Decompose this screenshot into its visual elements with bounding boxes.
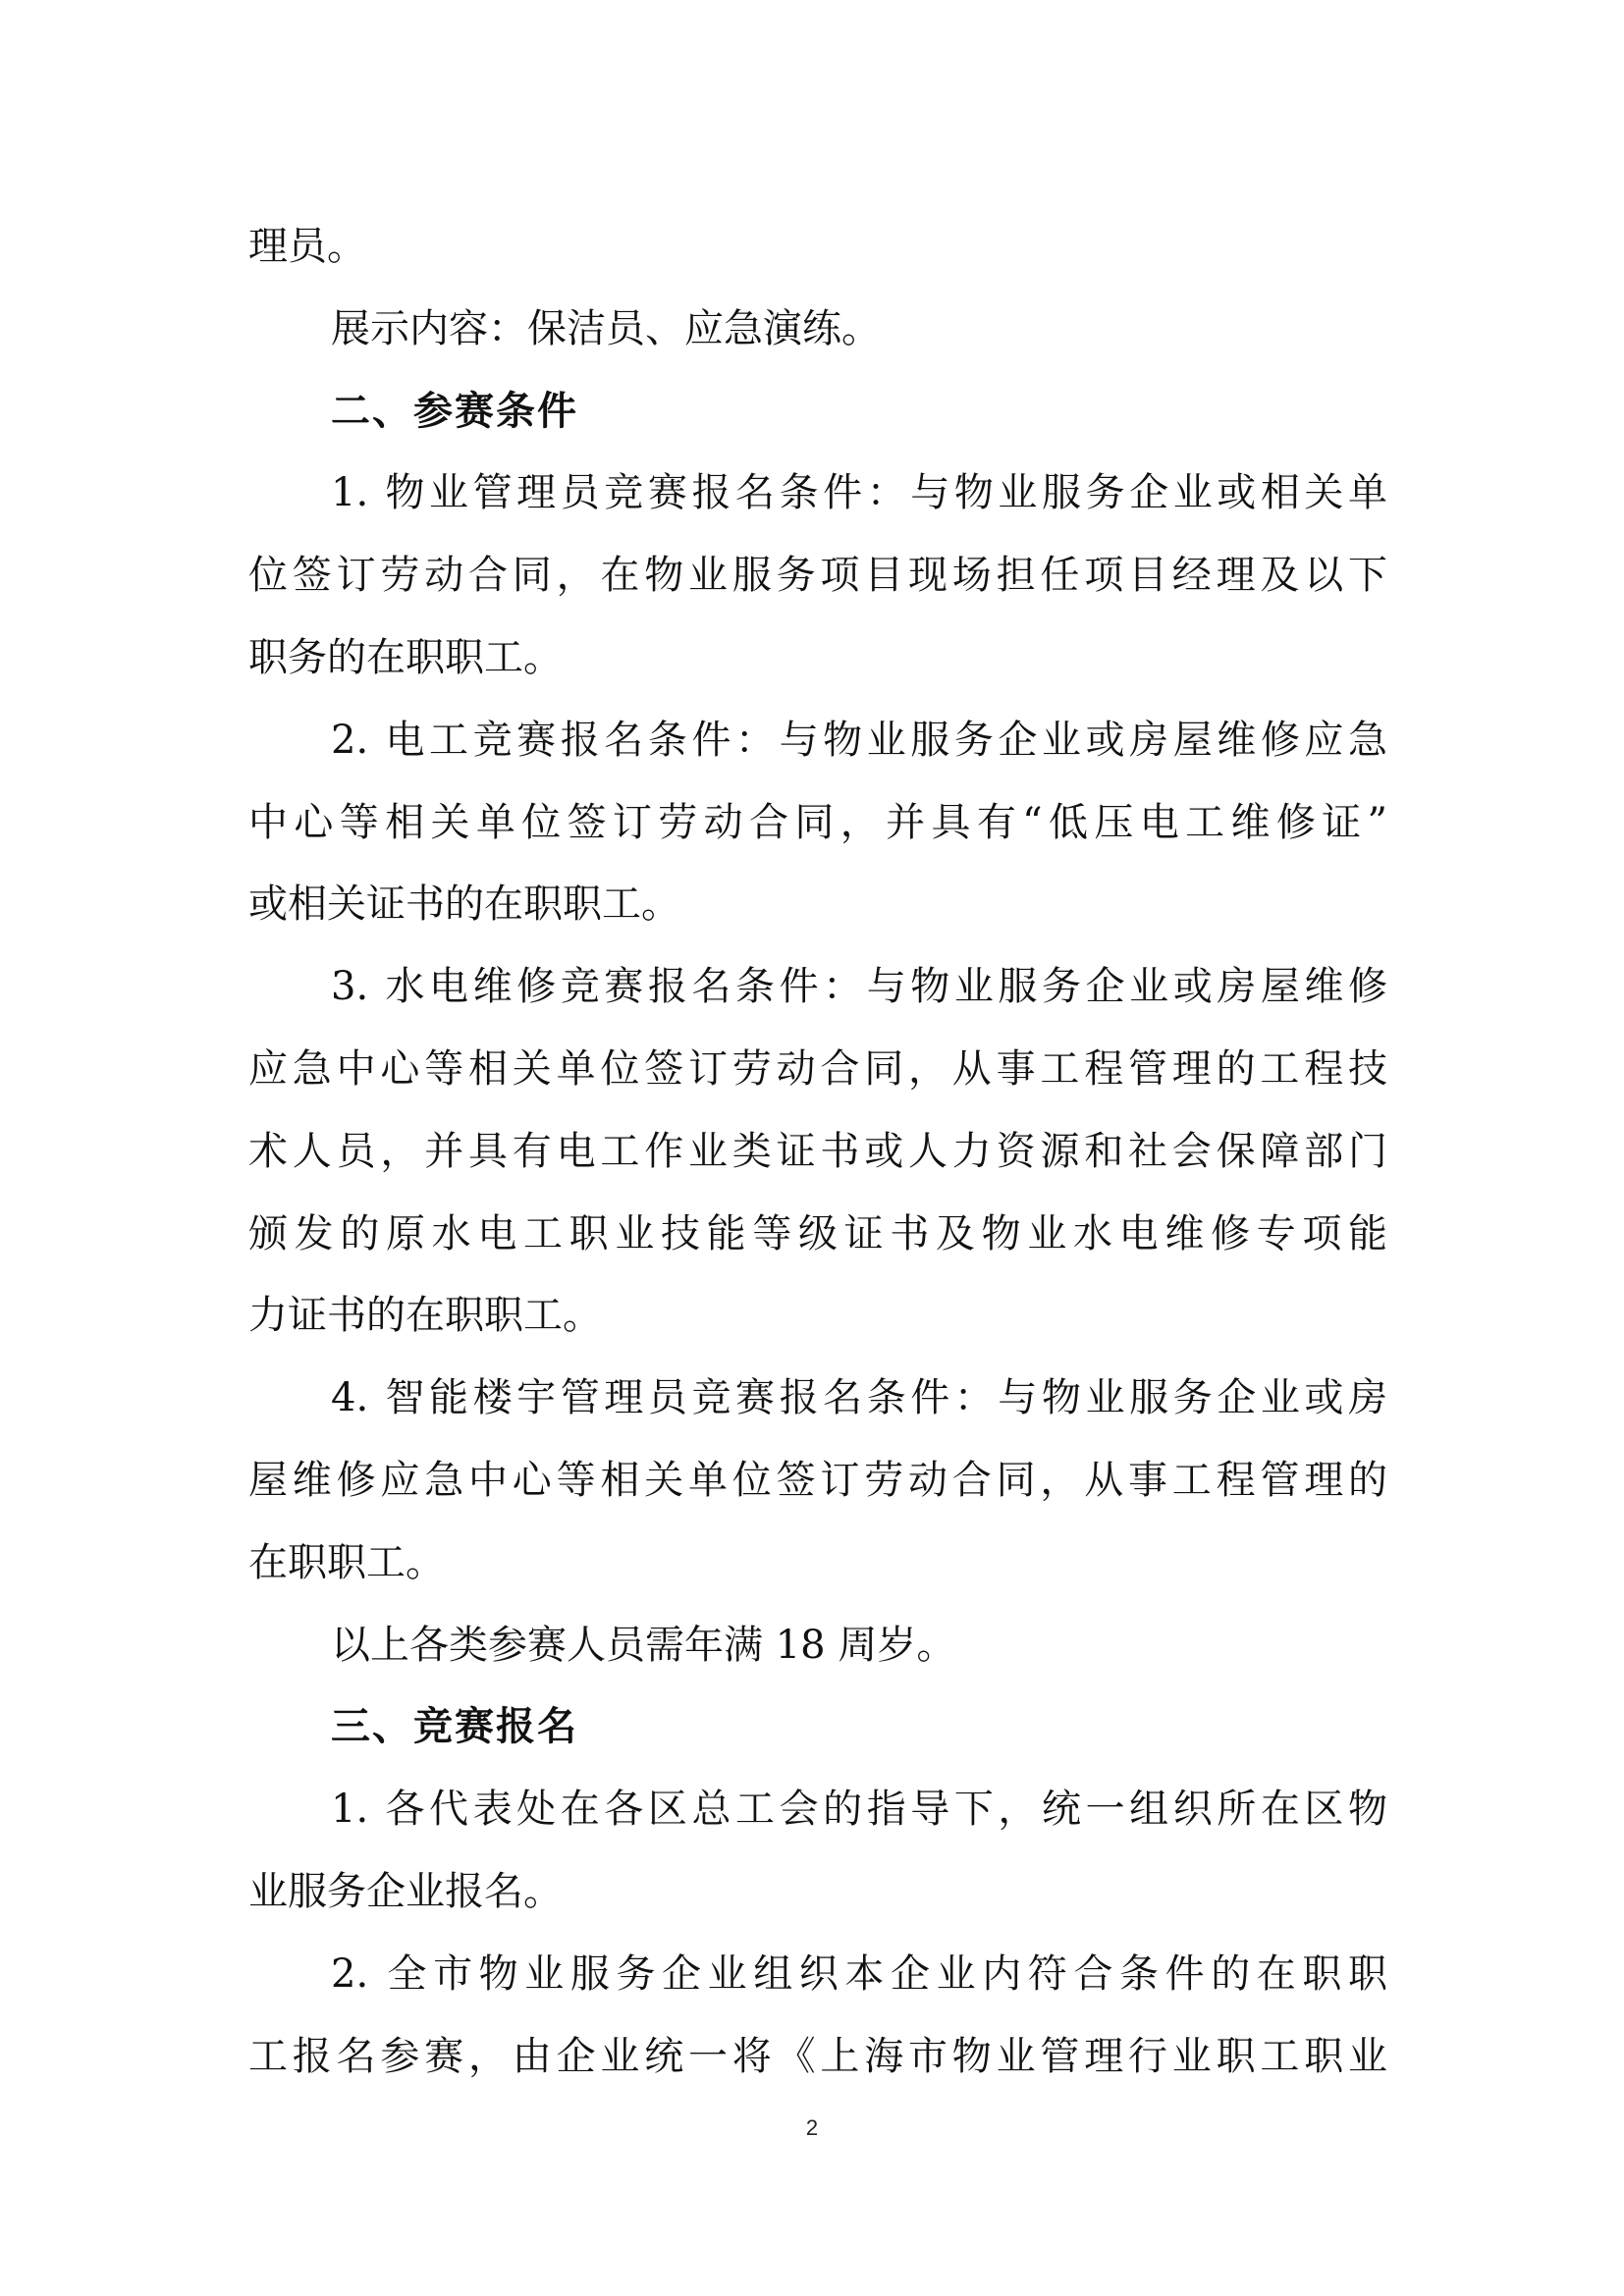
paragraph-line: 位签订劳动合同，在物业服务项目现场担任项目经理及以下 — [248, 553, 1387, 599]
paragraph-line: 应急中心等相关单位签订劳动合同，从事工程管理的工程技 — [248, 1045, 1387, 1092]
paragraph-line: 力证书的在职职工。 — [248, 1293, 602, 1339]
paragraph-line: 理员。 — [248, 224, 366, 269]
section-heading: 三、竞赛报名 — [331, 1704, 578, 1750]
paragraph-line: 1. 物业管理员竞赛报名条件：与物业服务企业或相关单 — [331, 470, 1387, 516]
section-heading: 二、参赛条件 — [331, 388, 578, 434]
paragraph-line: 在职职工。 — [248, 1539, 445, 1585]
paragraph-line: 1. 各代表处在各区总工会的指导下，统一组织所在区物 — [331, 1787, 1387, 1833]
paragraph-line: 2. 电工竞赛报名条件：与物业服务企业或房屋维修应急 — [331, 717, 1387, 763]
document-body — [248, 206, 1387, 2098]
paragraph-line: 4. 智能楼宇管理员竞赛报名条件：与物业服务企业或房 — [331, 1375, 1387, 1421]
page-number: 2 — [805, 2115, 819, 2140]
paragraph-line: 或相关证书的在职职工。 — [248, 881, 680, 928]
paragraph-line: 展示内容：保洁员、应急演练。 — [331, 305, 881, 351]
paragraph-line: 颁发的原水电工职业技能等级证书及物业水电维修专项能 — [248, 1210, 1387, 1256]
paragraph-line: 术人员，并具有电工作业类证书或人力资源和社会保障部门 — [248, 1128, 1387, 1174]
paragraph-line: 3. 水电维修竞赛报名条件：与物业服务企业或房屋维修 — [331, 964, 1387, 1010]
paragraph-line: 2. 全市物业服务企业组织本企业内符合条件的在职职 — [331, 1950, 1387, 1997]
paragraph-line: 屋维修应急中心等相关单位签订劳动合同，从事工程管理的 — [248, 1457, 1387, 1503]
paragraph-line: 职务的在职职工。 — [248, 634, 563, 680]
paragraph-line: 业服务企业报名。 — [248, 1868, 563, 1914]
paragraph-line: 工报名参赛，由企业统一将《上海市物业管理行业职工职业 — [248, 2033, 1387, 2079]
paragraph-line: 中心等相关单位签订劳动合同，并具有“低压电工维修证” — [248, 799, 1387, 845]
paragraph-line: 以上各类参赛人员需年满 18 周岁。 — [331, 1622, 956, 1668]
